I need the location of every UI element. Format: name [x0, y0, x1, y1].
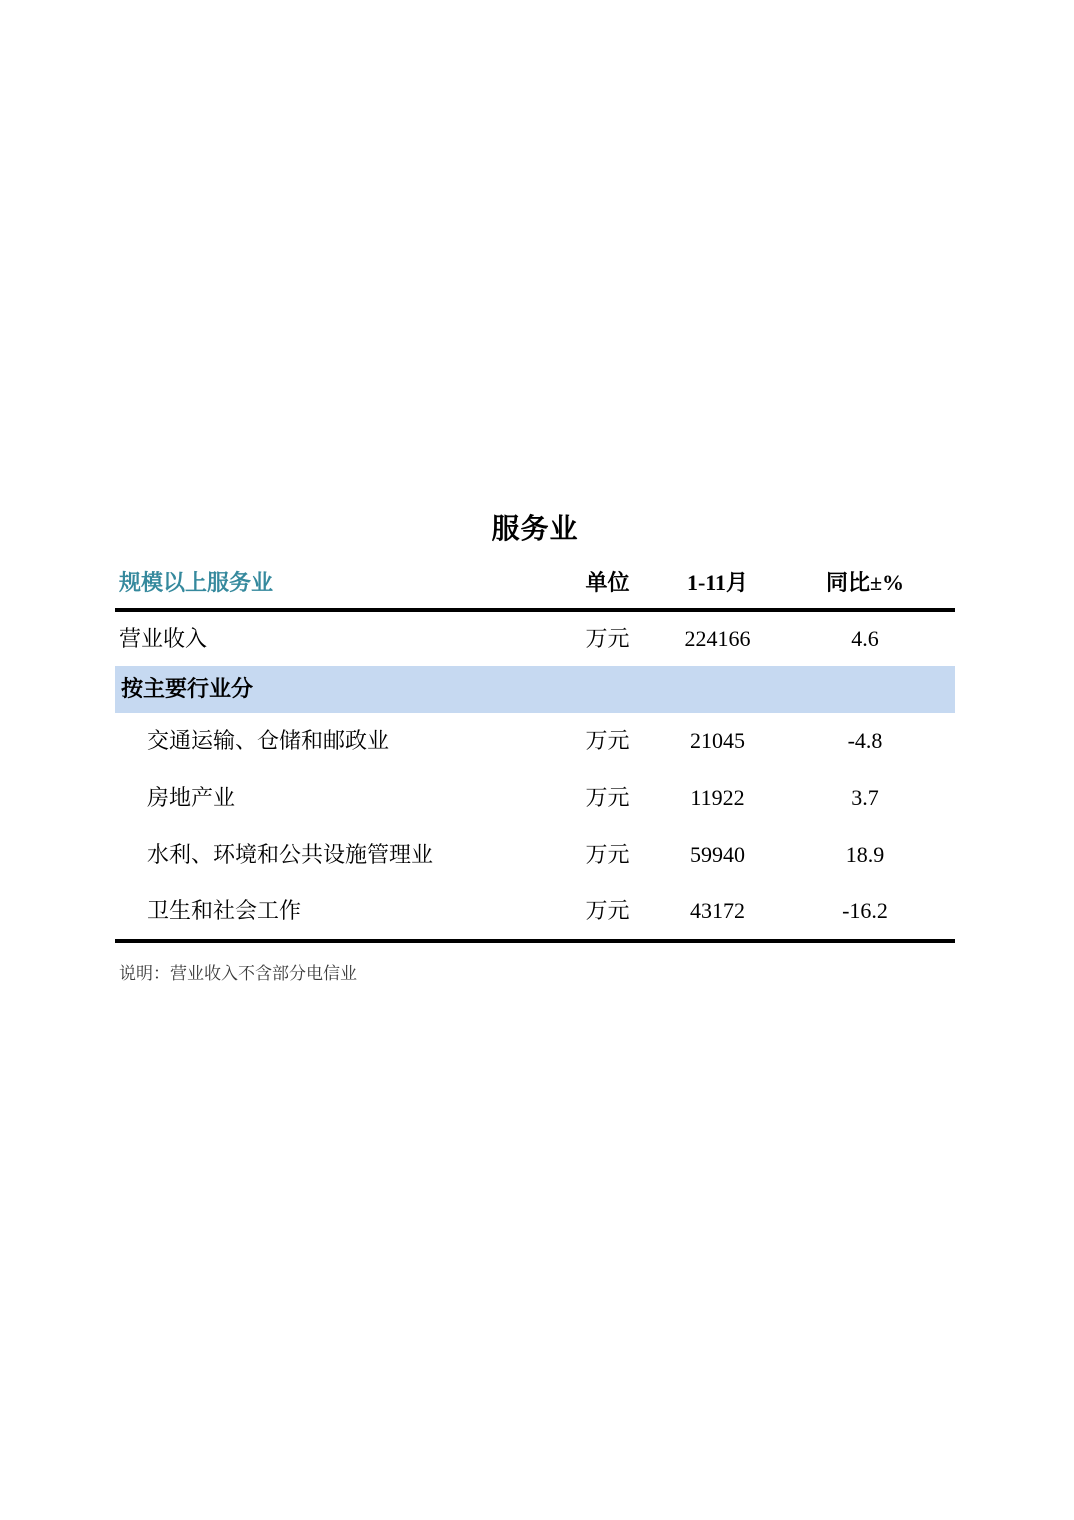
row-yoy: -16.2	[775, 884, 955, 941]
row-name: 卫生和社会工作	[115, 884, 555, 941]
row-unit: 万元	[585, 842, 630, 868]
services-stats-table	[115, 558, 955, 943]
table-row-water-environment	[115, 827, 955, 884]
row-unit: 万元	[555, 884, 660, 941]
row-yoy: 4.6	[851, 625, 879, 651]
row-yoy: -4.8	[847, 728, 883, 754]
row-name: 房地产业	[147, 785, 236, 811]
header-unit: 单位	[555, 558, 660, 610]
row-yoy: 3.7	[851, 785, 879, 811]
table-row-transport	[115, 713, 955, 770]
header-period: 1-11月	[660, 558, 775, 610]
table-footnote: 说明：营业收入不含部分电信业	[119, 964, 357, 983]
row-name: 营业收入	[119, 625, 208, 651]
section-header-row	[115, 666, 955, 713]
header-yoy: 同比±%	[775, 558, 955, 610]
page-title: 服务业	[491, 512, 579, 545]
section-header-label: 按主要行业分	[115, 666, 955, 713]
row-value: 11922	[690, 785, 745, 811]
row-unit: 万元	[585, 785, 630, 811]
row-unit: 万元	[585, 728, 630, 754]
row-value: 43172	[660, 884, 775, 941]
row-value: 59940	[690, 842, 745, 868]
table-row-health-socialwork	[115, 884, 955, 941]
row-yoy: 18.9	[845, 842, 885, 868]
table-row-revenue	[115, 610, 955, 666]
header-indicator-label: 规模以上服务业	[115, 558, 555, 610]
row-name: 水利、环境和公共设施管理业	[147, 842, 434, 868]
table-row-realestate	[115, 770, 955, 827]
table-header-row	[115, 558, 955, 610]
services-table-sheet	[115, 512, 955, 984]
row-name: 交通运输、仓储和邮政业	[147, 728, 390, 754]
row-unit: 万元	[585, 625, 630, 651]
row-value: 21045	[690, 728, 745, 754]
row-value: 224166	[684, 625, 751, 651]
